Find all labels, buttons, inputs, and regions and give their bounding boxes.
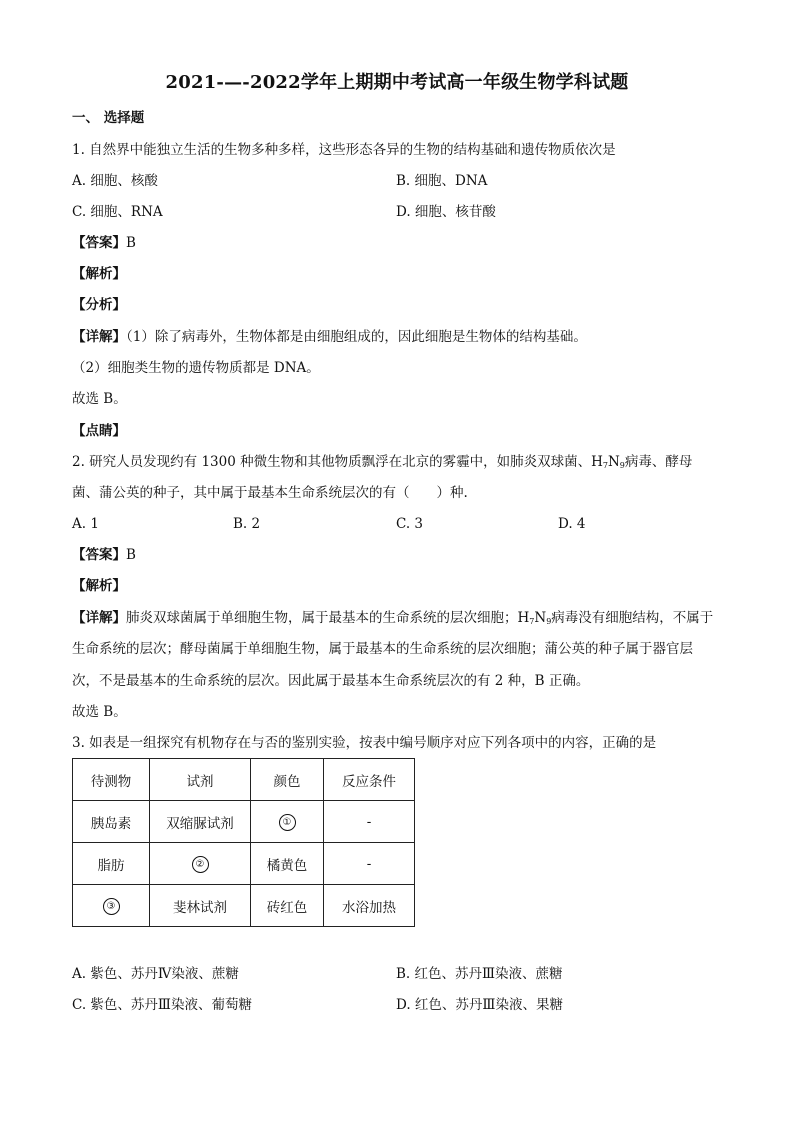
q2-option-c: C. 3 bbox=[396, 516, 424, 532]
q2-stem-text-c: 病毒、酵母 bbox=[624, 454, 693, 470]
circled-number: ① bbox=[279, 814, 296, 831]
q1-option-d: D. 细胞、核苷酸 bbox=[396, 204, 496, 220]
q2-detail-text-a: 肺炎双球菌属于单细胞生物，属于最基本的生命系统的层次细胞；H bbox=[126, 610, 530, 626]
table-header-row bbox=[73, 759, 415, 801]
table-cell: 斐林试剂 bbox=[150, 885, 251, 927]
table-header: 待测物 bbox=[73, 759, 150, 801]
q1-option-b: B. 细胞、DNA bbox=[396, 173, 488, 189]
table-cell: 砖红色 bbox=[251, 885, 324, 927]
q2-detail-text-b: N bbox=[534, 610, 547, 626]
table-header: 反应条件 bbox=[324, 759, 415, 801]
q3-option-d: D. 红色、苏丹Ⅲ染液、果糖 bbox=[396, 997, 563, 1013]
q2-option-d: D. 4 bbox=[558, 516, 586, 532]
q2-detail-2: 生命系统的层次；酵母菌属于单细胞生物，属于最基本的生命系统的层次细胞；蒲公英的种子属于器官层 bbox=[72, 641, 693, 657]
q2-analysis-label: 【解析】 bbox=[72, 578, 126, 594]
q2-stem-text-a: 2. 研究人员发现约有 1300 种微生物和其他物质飘浮在北京的雾霾中，如肺炎双球菌、H bbox=[72, 454, 603, 470]
q3-stem: 3. 如表是一组探究有机物存在与否的鉴别实验，按表中编号顺序对应下列各项中的内容，正确的是 bbox=[72, 735, 657, 751]
page-title: 2021-—-2022学年上期期中考试高一年级生物学科试题 bbox=[165, 72, 629, 93]
q2-detail-1 bbox=[72, 608, 713, 632]
q2-answer bbox=[72, 545, 136, 565]
detail-label: 【详解】 bbox=[72, 329, 126, 345]
q1-option-a: A. 细胞、核酸 bbox=[72, 173, 158, 189]
q2-option-b: B. 2 bbox=[233, 516, 261, 532]
q2-stem-line-2: 菌、蒲公英的种子，其中属于最基本生命系统层次的有（ ）种. bbox=[72, 485, 468, 501]
q1-option-c: C. 细胞、RNA bbox=[72, 204, 163, 220]
circled-number: ② bbox=[192, 856, 209, 873]
q1-answer bbox=[72, 233, 136, 253]
q3-option-a: A. 紫色、苏丹Ⅳ染液、蔗糖 bbox=[72, 966, 239, 982]
q1-dianjing-label: 【点睛】 bbox=[72, 423, 126, 439]
answer-label: 【答案】 bbox=[72, 547, 126, 563]
q2-choose: 故选 B。 bbox=[72, 704, 127, 720]
answer-value: B bbox=[126, 235, 136, 251]
table-cell: 双缩脲试剂 bbox=[150, 801, 251, 843]
q2-detail-3: 次，不是最基本的生命系统的层次。因此属于最基本生命系统层次的有 2 种，B 正确。 bbox=[72, 673, 590, 689]
table-cell: - bbox=[324, 801, 415, 843]
section-heading: 一、 选择题 bbox=[72, 110, 145, 126]
q3-option-c: C. 紫色、苏丹Ⅲ染液、葡萄糖 bbox=[72, 997, 252, 1013]
q3-option-b: B. 红色、苏丹Ⅲ染液、蔗糖 bbox=[396, 966, 563, 982]
q3-table bbox=[72, 758, 415, 927]
q2-subscript-1: 7 bbox=[602, 461, 608, 470]
q2-detail-text-c: 病毒没有细胞结构，不属于 bbox=[551, 610, 714, 626]
q2-stem-text-b: N bbox=[607, 454, 620, 470]
circled-number: ③ bbox=[103, 898, 120, 915]
q1-stem: 1. 自然界中能独立生活的生物多种多样，这些形态各异的生物的结构基础和遗传物质依次是 bbox=[72, 142, 616, 158]
table-header: 试剂 bbox=[150, 759, 251, 801]
table-cell bbox=[251, 801, 324, 843]
table-cell bbox=[150, 843, 251, 885]
table-row bbox=[73, 801, 415, 843]
q1-fenxi-label: 【分析】 bbox=[72, 297, 126, 313]
table-row bbox=[73, 885, 415, 927]
table-header: 颜色 bbox=[251, 759, 324, 801]
q1-detail-1 bbox=[72, 327, 587, 347]
q2-option-a: A. 1 bbox=[72, 516, 99, 532]
detail-label: 【详解】 bbox=[72, 610, 126, 626]
table-cell: 橘黄色 bbox=[251, 843, 324, 885]
detail-text: （1）除了病毒外，生物体都是由细胞组成的，因此细胞是生物体的结构基础。 bbox=[126, 329, 587, 345]
table-cell: 水浴加热 bbox=[324, 885, 415, 927]
table-cell: - bbox=[324, 843, 415, 885]
table-cell bbox=[73, 885, 150, 927]
table-row bbox=[73, 843, 415, 885]
table-cell: 脂肪 bbox=[73, 843, 150, 885]
answer-label: 【答案】 bbox=[72, 235, 126, 251]
q2-stem-line-1 bbox=[72, 452, 692, 476]
q1-detail-2: （2）细胞类生物的遗传物质都是 DNA。 bbox=[72, 360, 320, 376]
table-cell: 胰岛素 bbox=[73, 801, 150, 843]
q1-choose: 故选 B。 bbox=[72, 391, 127, 407]
q2-detail-subscript-1: 7 bbox=[529, 617, 535, 626]
q1-analysis-label: 【解析】 bbox=[72, 266, 126, 282]
q2-detail-subscript-2: 9 bbox=[546, 617, 552, 626]
q2-subscript-2: 9 bbox=[619, 461, 625, 470]
answer-value: B bbox=[126, 547, 136, 563]
